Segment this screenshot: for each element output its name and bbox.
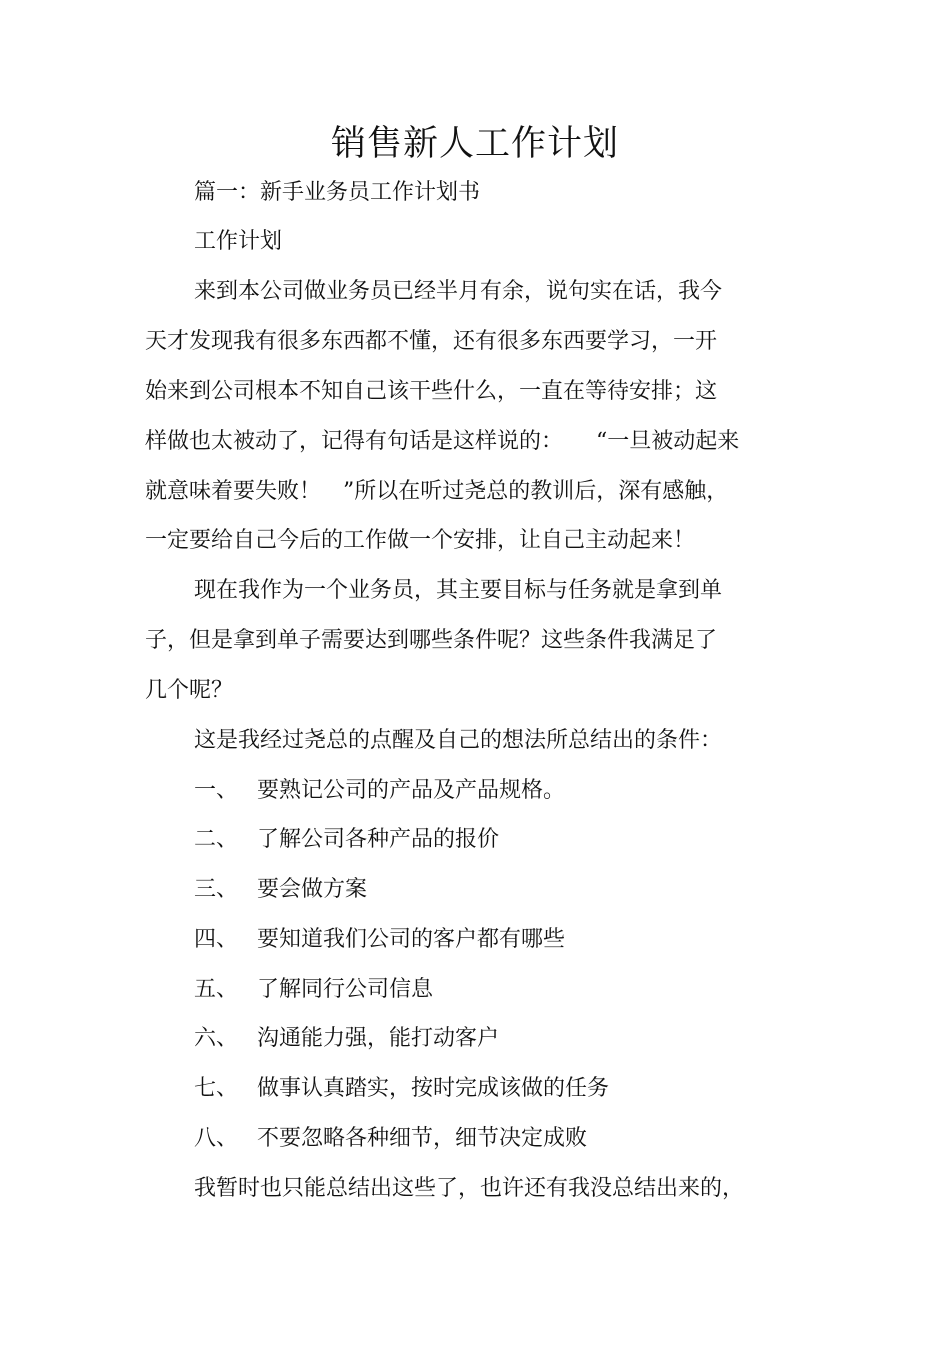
list-item-number: 二、 (194, 827, 239, 852)
list-item (194, 1024, 499, 1054)
list-item-text: 要熟记公司的产品及产品规格。 (257, 778, 566, 803)
list-item-number: 六、 (194, 1026, 239, 1051)
paragraph-1-line-1: 来到本公司做业务员已经半月有余，说句实在话，我今 (194, 279, 723, 304)
list-item-text: 了解公司各种产品的报价 (257, 827, 500, 852)
paragraph-2-line-3: 几个呢？ (145, 678, 234, 703)
list-item-number: 一、 (194, 778, 239, 803)
list-item-text: 做事认真踏实，按时完成该做的任务 (257, 1076, 610, 1101)
paragraph-1-line-4: 样做也太被动了，记得有句话是这样说的： “一旦被动起来 (145, 429, 740, 454)
list-item (194, 776, 565, 806)
closing-line: 我暂时也只能总结出这些了，也许还有我没总结出来的， (194, 1176, 745, 1201)
paragraph-2-line-2: 子，但是拿到单子需要达到哪些条件呢？这些条件我满足了 (145, 628, 718, 653)
list-item-text: 要会做方案 (257, 877, 368, 902)
list-item (194, 925, 565, 955)
list-item (194, 1074, 609, 1104)
paragraph-1-line-5: 就意味着要失败！ ”所以在听过尧总的教训后，深有感触， (145, 479, 729, 504)
list-item-number: 四、 (194, 927, 239, 952)
conditions-intro: 这是我经过尧总的点醒及自己的想法所总结出的条件： (194, 728, 723, 753)
list-item-number: 三、 (194, 877, 239, 902)
list-item (194, 825, 499, 855)
list-item-text: 了解同行公司信息 (257, 977, 434, 1002)
document-title: 销售新人工作计划 (330, 124, 619, 164)
list-item-text: 不要忽略各种细节，细节决定成败 (257, 1126, 588, 1151)
list-item-number: 七、 (194, 1076, 239, 1101)
paragraph-1-line-3: 始来到公司根本不知自己该干些什么，一直在等待安排；这 (145, 379, 718, 404)
subheading: 工作计划 (194, 229, 283, 254)
list-item-number: 八、 (194, 1126, 239, 1151)
paragraph-1-line-6: 一定要给自己今后的工作做一个安排，让自己主动起来！ (145, 528, 696, 553)
list-item-number: 五、 (194, 977, 239, 1002)
list-item (194, 875, 367, 905)
paragraph-1-line-2: 天才发现我有很多东西都不懂，还有很多东西要学习，一开 (145, 329, 718, 354)
section-heading: 篇一：新手业务员工作计划书 (194, 180, 481, 205)
list-item-text: 要知道我们公司的客户都有哪些 (257, 927, 566, 952)
list-item (194, 1124, 587, 1154)
list-item-text: 沟通能力强，能打动客户 (257, 1026, 500, 1051)
paragraph-2-line-1: 现在我作为一个业务员，其主要目标与任务就是拿到单 (194, 578, 723, 603)
list-item (194, 975, 433, 1005)
